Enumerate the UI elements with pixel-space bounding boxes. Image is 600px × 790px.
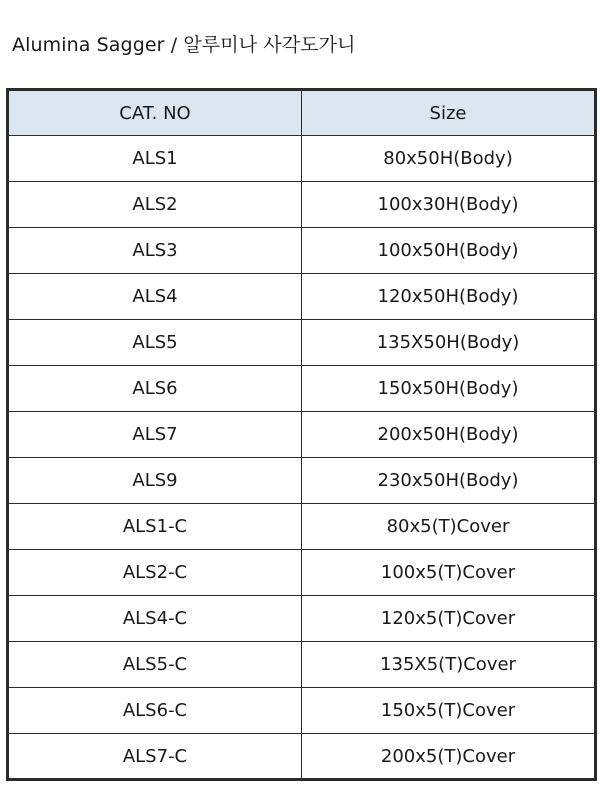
cat-no-cell: ALS5 <box>8 320 302 366</box>
size-cell: 230x50H(Body) <box>302 458 596 504</box>
cat-no-cell: ALS5-C <box>8 642 302 688</box>
column-header-size: Size <box>302 90 596 136</box>
size-cell: 150x5(T)Cover <box>302 688 596 734</box>
size-cell: 80x5(T)Cover <box>302 504 596 550</box>
table-row <box>8 734 596 780</box>
size-cell: 120x50H(Body) <box>302 274 596 320</box>
table-row <box>8 366 596 412</box>
table-row <box>8 320 596 366</box>
size-cell: 120x5(T)Cover <box>302 596 596 642</box>
table-row <box>8 228 596 274</box>
cat-no-cell: ALS9 <box>8 458 302 504</box>
size-cell: 100x5(T)Cover <box>302 550 596 596</box>
column-header-cat-no: CAT. NO <box>8 90 302 136</box>
size-cell: 150x50H(Body) <box>302 366 596 412</box>
table-row <box>8 596 596 642</box>
cat-no-cell: ALS7-C <box>8 734 302 780</box>
size-cell: 100x30H(Body) <box>302 182 596 228</box>
cat-no-cell: ALS6-C <box>8 688 302 734</box>
size-cell: 200x50H(Body) <box>302 412 596 458</box>
cat-no-cell: ALS6 <box>8 366 302 412</box>
size-cell: 200x5(T)Cover <box>302 734 596 780</box>
cat-no-cell: ALS1-C <box>8 504 302 550</box>
cat-no-cell: ALS2-C <box>8 550 302 596</box>
table-row <box>8 412 596 458</box>
table-row <box>8 136 596 182</box>
product-spec-table <box>6 88 597 781</box>
cat-no-cell: ALS2 <box>8 182 302 228</box>
cat-no-cell: ALS3 <box>8 228 302 274</box>
size-cell: 80x50H(Body) <box>302 136 596 182</box>
size-cell: 100x50H(Body) <box>302 228 596 274</box>
table-row <box>8 504 596 550</box>
table-row <box>8 550 596 596</box>
table-row <box>8 182 596 228</box>
cat-no-cell: ALS1 <box>8 136 302 182</box>
document-title: Alumina Sagger / 알루미나 사각도가니 <box>12 34 356 56</box>
table-header-row <box>8 90 596 136</box>
cat-no-cell: ALS7 <box>8 412 302 458</box>
table-row <box>8 458 596 504</box>
size-cell: 135X5(T)Cover <box>302 642 596 688</box>
table-row <box>8 274 596 320</box>
cat-no-cell: ALS4-C <box>8 596 302 642</box>
cat-no-cell: ALS4 <box>8 274 302 320</box>
table-row <box>8 642 596 688</box>
size-cell: 135X50H(Body) <box>302 320 596 366</box>
table-row <box>8 688 596 734</box>
